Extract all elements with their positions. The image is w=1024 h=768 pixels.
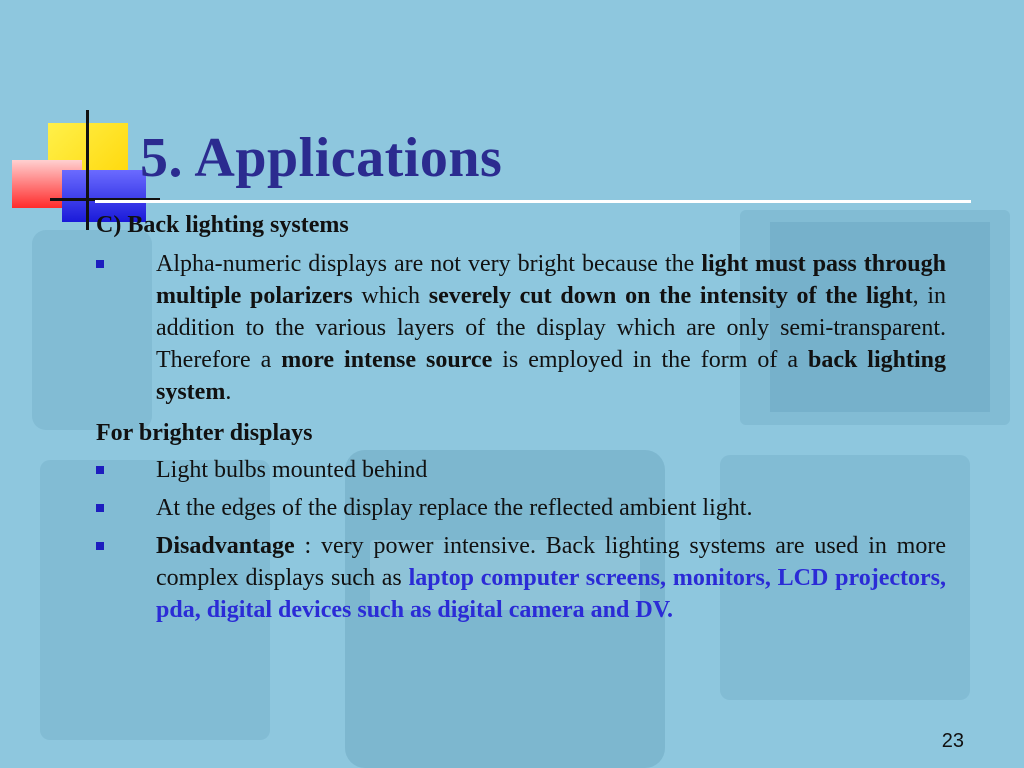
bold-text-run: light must pass through multiple polarizers xyxy=(156,251,946,309)
logo-vertical-line xyxy=(86,110,89,230)
text-run: : very power intensive. Back lighting systems are used in more complex displays such as xyxy=(156,533,946,591)
text-run: . xyxy=(225,379,232,405)
text-run: Alpha-numeric displays are not very bright because the xyxy=(156,251,702,277)
bullet-square-icon xyxy=(96,260,104,268)
section-heading-back-lighting: C) Back lighting systems xyxy=(96,212,349,238)
bullet-square-icon xyxy=(96,504,104,512)
slide-content xyxy=(96,208,946,626)
highlighted-text-run: laptop computer screens, monitors, LCD projectors, pda, digital devices such as digital camera and DV. xyxy=(156,565,946,623)
bold-text-run: back lighting system xyxy=(156,347,946,405)
text-run: At the edges of the display replace the reflected ambient light. xyxy=(156,495,753,521)
decorative-squares-logo xyxy=(0,0,160,240)
slide-title: 5. Applications xyxy=(140,127,503,189)
text-run: , in addition to the various layers of the display which are only semi-transparent. Therefore a xyxy=(156,283,947,373)
bullet-square-icon xyxy=(96,542,104,550)
bold-text-run: more intense source xyxy=(281,347,493,373)
text-run: is employed in the form of a xyxy=(492,347,808,373)
bullet-item-light-bulbs xyxy=(96,454,946,486)
bullet-item-disadvantage xyxy=(96,530,946,626)
bullet-square-icon xyxy=(96,466,104,474)
text-run: which xyxy=(352,283,429,309)
bullet-item-alpha-numeric xyxy=(96,248,946,408)
bullet-item-edges xyxy=(96,492,946,524)
text-run: Light bulbs mounted behind xyxy=(156,457,428,483)
bold-text-run: Disadvantage xyxy=(156,533,295,559)
page-number: 23 xyxy=(941,730,964,752)
title-divider xyxy=(95,200,971,203)
bold-text-run: severely cut down on the intensity of the light xyxy=(428,283,913,309)
section-heading-brighter-displays: For brighter displays xyxy=(96,420,313,446)
